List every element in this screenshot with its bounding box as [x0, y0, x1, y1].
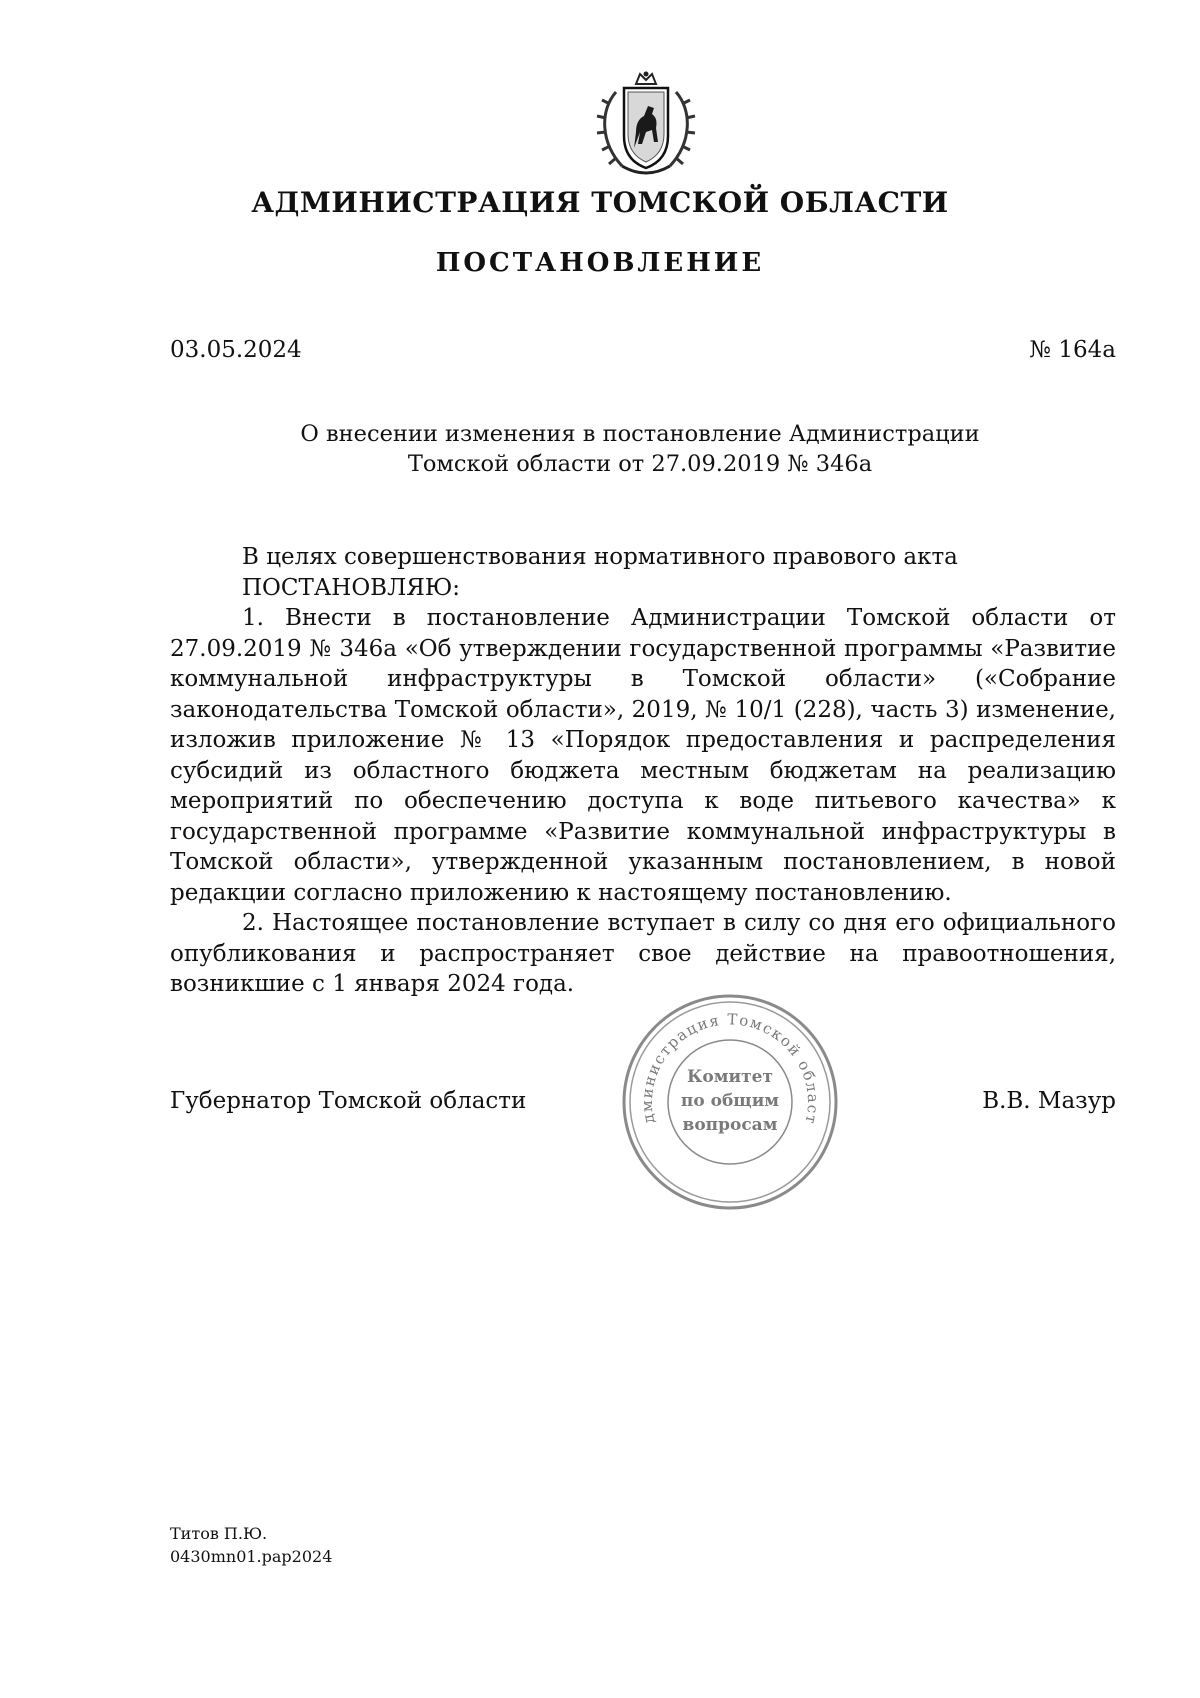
document-body — [170, 542, 1116, 1000]
executor-name: Титов П.Ю. — [170, 1524, 268, 1543]
official-stamp — [618, 990, 842, 1214]
resolve-heading: ПОСТАНОВЛЯЮ: — [242, 574, 461, 601]
document-subject — [250, 419, 1030, 479]
organization-title: АДМИНИСТРАЦИЯ ТОМСКОЙ ОБЛАСТИ — [251, 186, 949, 219]
stamp-center-line-2: по общим — [680, 1091, 780, 1111]
subject-line: Томской области от 27.09.2019 № 346а — [407, 451, 873, 477]
document-number: № 164а — [1029, 337, 1116, 363]
preamble-paragraph: В целях совершенствования нормативного правового акта — [242, 544, 958, 570]
signer-name: В.В. Мазур — [982, 1088, 1116, 1114]
tomsk-coat-of-arms-icon — [586, 70, 706, 182]
resolution-item-1: 1. Внести в постановление Администрации Томской области от 27.09.2019 № 346а «Об утверждении государственной программы «Развитие коммунальной инфраструктуры в Томской области» («Собрание законодательства Томской области», 2019, № 10/1 (228), часть 3) изменение, изложив приложение № 13 «Порядок предоставления и распределения субсидий из областного бюджета местным бюджетам на реализацию мероприятий по обеспечению доступа к воде питьевого качества» к государственной программе «Развитие коммунальной инфраструктуры в Томской области», утвержденной указанным постановлением, в новой редакции согласно приложению к настоящему постановлению. — [170, 605, 1116, 906]
file-code: 0430mn01.pap2024 — [170, 1547, 333, 1566]
stamp-center-line-1: Комитет — [686, 1067, 774, 1087]
document-date: 03.05.2024 — [170, 337, 302, 363]
stamp-ring-text: дминистрация Томской област — [637, 1010, 823, 1127]
signer-title: Губернатор Томской области — [170, 1088, 527, 1114]
executor-footer — [170, 1522, 332, 1568]
resolution-item-2: 2. Настоящее постановление вступает в силу со дня его официального опубликования и распространяет свое действие на правоотношения, возникшие с 1 января 2024 года. — [170, 910, 1116, 997]
subject-line: О внесении изменения в постановление Администрации — [300, 421, 980, 447]
stamp-center-line-3: вопросам — [682, 1115, 778, 1135]
document-type-heading: ПОСТАНОВЛЕНИЕ — [435, 248, 765, 278]
